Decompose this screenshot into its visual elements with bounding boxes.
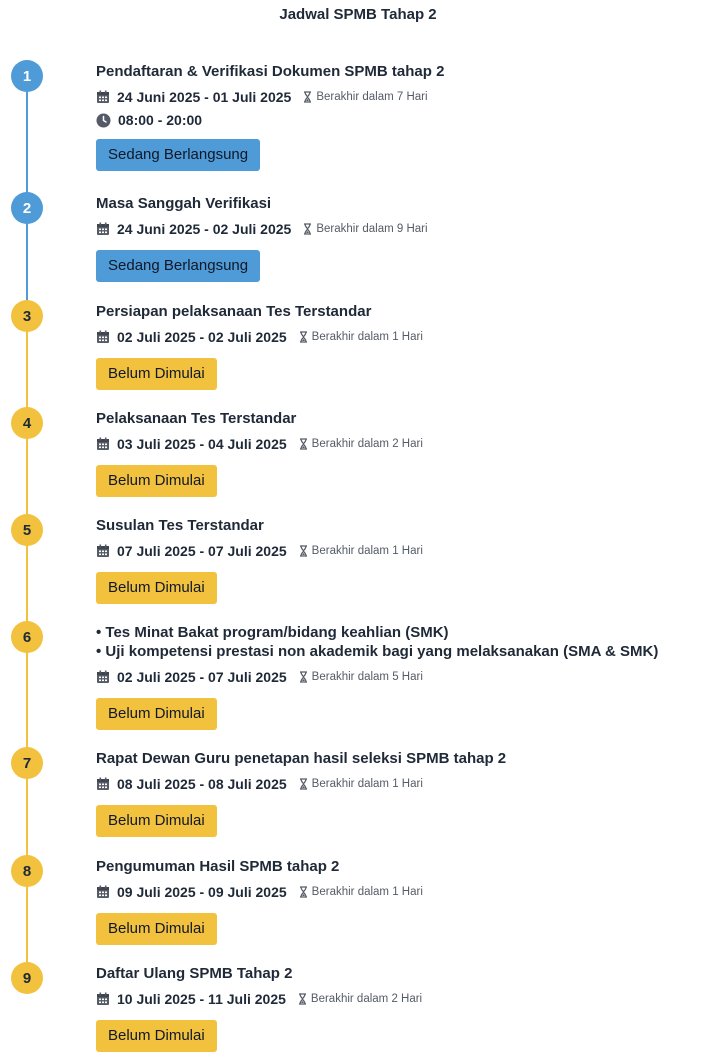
calendar-icon <box>96 222 110 236</box>
step-content <box>96 302 716 390</box>
status-badge: Belum Dimulai <box>96 805 217 837</box>
remaining-text: Berakhir dalam 5 Hari <box>311 671 423 683</box>
step-number-badge: 4 <box>11 407 43 439</box>
step-number-badge: 7 <box>11 747 43 779</box>
step-content <box>96 516 716 604</box>
step-title <box>96 857 716 876</box>
hourglass-icon <box>299 671 308 683</box>
step-title <box>96 516 716 535</box>
step-title-line: Pendaftaran & Verifikasi Dokumen SPMB tahap 2 <box>96 63 445 80</box>
step-title <box>96 409 716 428</box>
date-range: 10 Juli 2025 - 11 Juli 2025 <box>117 991 286 1007</box>
status-badge: Belum Dimulai <box>96 358 217 390</box>
remaining-time <box>299 886 423 898</box>
remaining-time <box>299 671 423 683</box>
step-title-line: Rapat Dewan Guru penetapan hasil seleksi SPMB tahap 2 <box>96 750 507 767</box>
remaining-time <box>299 545 423 557</box>
step-number-badge: 8 <box>11 855 43 887</box>
hourglass-icon <box>299 438 308 450</box>
date-row <box>96 220 716 238</box>
date-range: 02 Juli 2025 - 02 Juli 2025 <box>117 329 287 345</box>
status-badge: Sedang Berlangsung <box>96 139 260 171</box>
remaining-time <box>303 223 427 235</box>
time-range: 08:00 - 20:00 <box>118 112 203 128</box>
date-range: 09 Juli 2025 - 09 Juli 2025 <box>117 884 287 900</box>
step-title <box>96 302 716 321</box>
calendar-icon <box>96 330 110 344</box>
calendar-icon <box>96 885 110 899</box>
step-number-badge: 2 <box>11 192 43 224</box>
remaining-text: Berakhir dalam 2 Hari <box>310 993 423 1005</box>
hourglass-icon <box>303 91 312 103</box>
step-title <box>96 749 716 768</box>
hourglass-icon <box>299 331 308 343</box>
step-title <box>96 623 716 661</box>
date-row <box>96 990 716 1008</box>
step-content <box>96 964 716 1052</box>
remaining-text: Berakhir dalam 9 Hari <box>316 223 428 235</box>
step-content <box>96 194 716 282</box>
date-row <box>96 542 716 560</box>
step-content <box>96 409 716 497</box>
step-content <box>96 749 716 837</box>
step-content <box>96 857 716 945</box>
page-title: Jadwal SPMB Tahap 2 <box>279 6 437 23</box>
calendar-icon <box>96 544 110 558</box>
date-row <box>96 88 716 106</box>
status-badge: Belum Dimulai <box>96 913 217 945</box>
status-badge: Belum Dimulai <box>96 465 217 497</box>
date-range: 24 Juni 2025 - 01 Juli 2025 <box>117 89 292 105</box>
clock-icon <box>96 113 111 128</box>
remaining-time <box>299 331 423 343</box>
date-range: 02 Juli 2025 - 07 Juli 2025 <box>117 669 287 685</box>
hourglass-icon <box>299 778 308 790</box>
step-number-badge: 3 <box>11 300 43 332</box>
date-row <box>96 668 716 686</box>
step-title-line: Persiapan pelaksanaan Tes Terstandar <box>96 303 372 320</box>
date-range: 03 Juli 2025 - 04 Juli 2025 <box>117 436 287 452</box>
step-title <box>96 62 716 81</box>
calendar-icon <box>96 992 110 1006</box>
hourglass-icon <box>299 886 308 898</box>
calendar-icon <box>96 437 110 451</box>
hourglass-icon <box>299 545 308 557</box>
step-title-line: • Uji kompetensi prestasi non akademik bagi yang melaksanakan (SMA & SMK) <box>96 643 659 660</box>
calendar-icon <box>96 670 110 684</box>
remaining-text: Berakhir dalam 1 Hari <box>311 331 423 343</box>
remaining-text: Berakhir dalam 1 Hari <box>311 778 423 790</box>
date-range: 24 Juni 2025 - 02 Juli 2025 <box>117 221 292 237</box>
step-title-line: • Tes Minat Bakat program/bidang keahlian (SMK) <box>96 624 449 641</box>
status-badge: Belum Dimulai <box>96 572 217 604</box>
hourglass-icon <box>303 223 312 235</box>
remaining-text: Berakhir dalam 7 Hari <box>316 91 428 103</box>
remaining-text: Berakhir dalam 1 Hari <box>311 545 423 557</box>
date-row <box>96 328 716 346</box>
date-row <box>96 775 716 793</box>
status-badge: Belum Dimulai <box>96 1020 217 1052</box>
step-title-line: Daftar Ulang SPMB Tahap 2 <box>96 965 293 982</box>
remaining-time <box>298 993 422 1005</box>
date-row <box>96 435 716 453</box>
step-number-badge: 6 <box>11 621 43 653</box>
time-row <box>96 111 716 129</box>
remaining-time <box>299 778 423 790</box>
date-range: 07 Juli 2025 - 07 Juli 2025 <box>117 543 287 559</box>
step-content <box>96 62 716 171</box>
step-title <box>96 964 716 983</box>
calendar-icon <box>96 90 110 104</box>
step-title-line: Pengumuman Hasil SPMB tahap 2 <box>96 858 340 875</box>
step-content <box>96 623 716 730</box>
step-number-badge: 9 <box>11 962 43 994</box>
step-title-line: Pelaksanaan Tes Terstandar <box>96 410 297 427</box>
step-number-badge: 5 <box>11 514 43 546</box>
step-title-line: Susulan Tes Terstandar <box>96 517 264 534</box>
hourglass-icon <box>298 993 307 1005</box>
remaining-text: Berakhir dalam 2 Hari <box>311 438 423 450</box>
status-badge: Belum Dimulai <box>96 698 217 730</box>
date-range: 08 Juli 2025 - 08 Juli 2025 <box>117 776 287 792</box>
remaining-text: Berakhir dalam 1 Hari <box>311 886 423 898</box>
date-row <box>96 883 716 901</box>
step-title <box>96 194 716 213</box>
step-title-line: Masa Sanggah Verifikasi <box>96 195 272 212</box>
remaining-time <box>299 438 423 450</box>
step-number-badge: 1 <box>11 60 43 92</box>
remaining-time <box>303 91 427 103</box>
calendar-icon <box>96 777 110 791</box>
status-badge: Sedang Berlangsung <box>96 250 260 282</box>
